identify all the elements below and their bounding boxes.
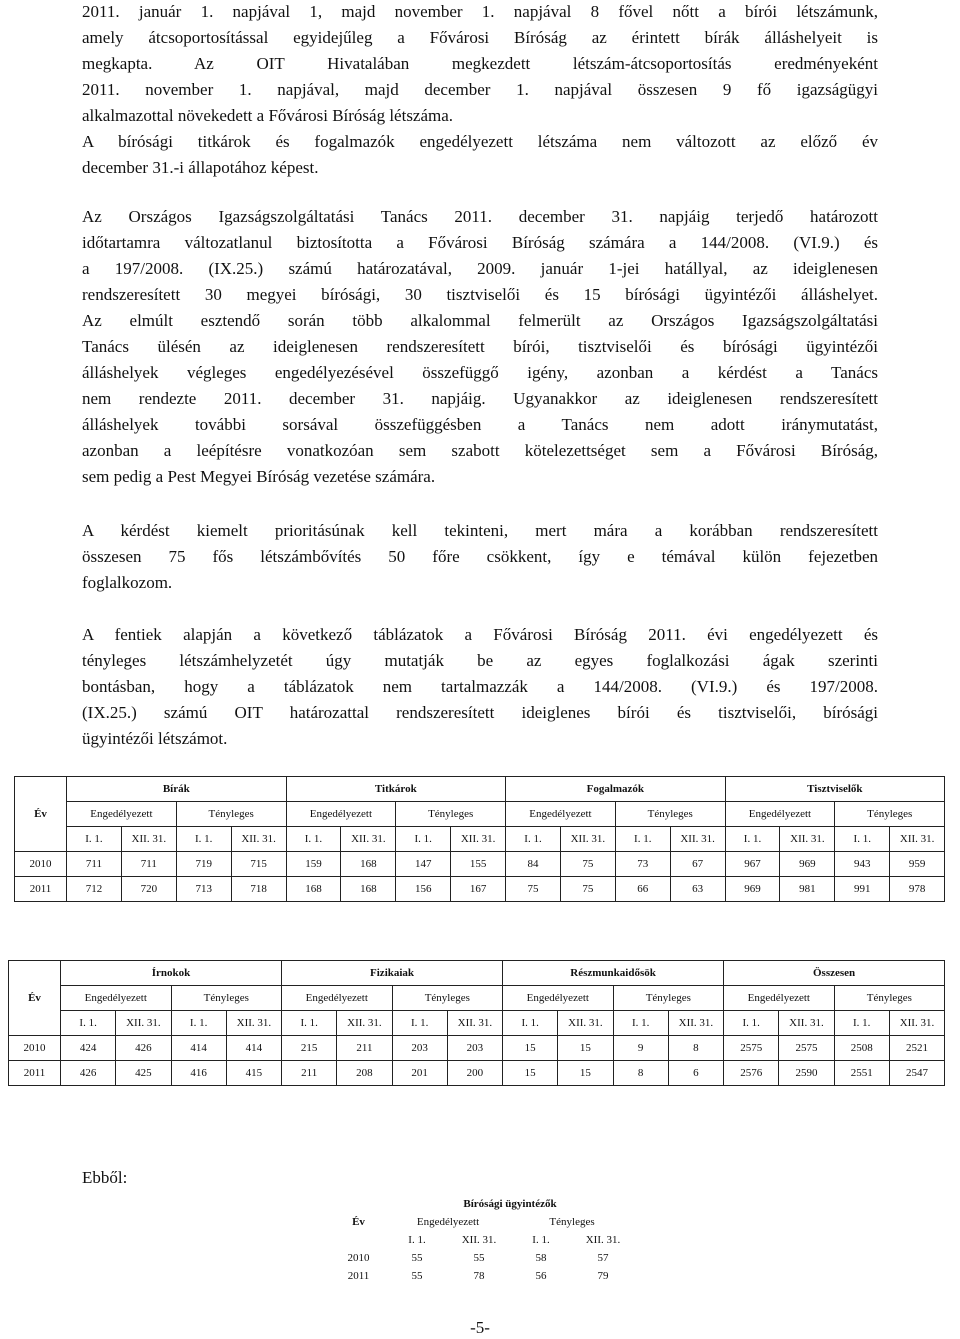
value-cell: 55 bbox=[473, 1252, 485, 1264]
text-line: bontásban, hogy a táblázatok nem tartalmazzák a 144/2008. (VI.9.) és 197/2008. bbox=[82, 677, 878, 696]
text-line: rendszeresített 30 megyei bírósági, 30 tisztviselői és 15 bírósági ügyintézői álláshelyet. bbox=[82, 285, 878, 304]
date-cell: I. 1. bbox=[725, 827, 780, 852]
text-line: összesen 75 fős létszámbővítés 50 főre csökkent, így e témával külön fejezetben bbox=[82, 547, 878, 566]
value-cell: 167 bbox=[451, 877, 506, 902]
value-cell: 75 bbox=[560, 852, 615, 877]
group-header: Írnokok bbox=[61, 961, 282, 986]
value-cell: 63 bbox=[670, 877, 725, 902]
value-cell: 415 bbox=[226, 1061, 281, 1086]
value-cell: 147 bbox=[396, 852, 451, 877]
year-header: Év bbox=[15, 777, 67, 852]
value-cell: 15 bbox=[558, 1036, 613, 1061]
value-cell: 719 bbox=[176, 852, 231, 877]
value-cell: 208 bbox=[337, 1061, 392, 1086]
value-cell: 168 bbox=[341, 852, 396, 877]
value-cell: 55 bbox=[411, 1252, 423, 1264]
value-cell: 981 bbox=[780, 877, 835, 902]
text-line: foglalkozom. bbox=[82, 573, 173, 592]
group-header: Fizikaiak bbox=[282, 961, 503, 986]
staff-table-support bbox=[8, 960, 945, 1086]
subheader-cell: Tényleges bbox=[396, 802, 506, 827]
subheader-cell: Tényleges bbox=[615, 802, 725, 827]
value-cell: 201 bbox=[392, 1061, 447, 1086]
year-cell: 2011 bbox=[347, 1270, 370, 1282]
date-cell: I. 1. bbox=[615, 827, 670, 852]
year-cell: 2010 bbox=[15, 852, 67, 877]
value-cell: 969 bbox=[725, 877, 780, 902]
text-line: alkalmazottal növekedett a Fővárosi Bíróság létszáma. bbox=[82, 106, 454, 125]
date-cell: XII. 31. bbox=[451, 827, 506, 852]
value-cell: 414 bbox=[171, 1036, 226, 1061]
subheader-cell: Engedélyezett bbox=[61, 986, 172, 1011]
text-line: a 197/2008. (IX.25.) számú határozatával, 2009. január 1-jei hatállyal, az ideiglenesen bbox=[82, 259, 878, 278]
value-cell: 2575 bbox=[724, 1036, 779, 1061]
value-cell: 959 bbox=[890, 852, 945, 877]
value-cell: 79 bbox=[597, 1270, 609, 1282]
subheader-cell: Tényleges bbox=[549, 1216, 595, 1228]
value-cell: 712 bbox=[67, 877, 122, 902]
paragraph-priority bbox=[82, 518, 878, 596]
value-cell: 155 bbox=[451, 852, 506, 877]
table-row bbox=[9, 1036, 945, 1061]
date-cell: I. 1. bbox=[613, 1011, 668, 1036]
date-cell: I. 1. bbox=[392, 1011, 447, 1036]
text-line: sem pedig a Pest Megyei Bíróság vezetése számára. bbox=[82, 467, 436, 486]
text-line: A bírósági titkárok és fogalmazók engedélyezett létszáma nem változott az előző év bbox=[82, 132, 878, 151]
group-header: Összesen bbox=[724, 961, 945, 986]
text-line: december 31.-i állapotához képest. bbox=[82, 158, 319, 177]
subheader-cell: Engedélyezett bbox=[724, 986, 835, 1011]
date-cell: I. 1. bbox=[396, 827, 451, 852]
text-line: A kérdést kiemelt prioritásúnak kell tekinteni, mert mára a korábban rendszeresített bbox=[82, 521, 878, 540]
date-cell: XII. 31. bbox=[341, 827, 396, 852]
text-line: amely átcsoportosítással egyidejűleg a Fővárosi Bíróság az érintett bírák álláshelyeit is bbox=[82, 28, 878, 47]
value-cell: 156 bbox=[396, 877, 451, 902]
date-cell: XII. 31. bbox=[116, 1011, 171, 1036]
text-line: időtartamra változatlanul biztosította a Fővárosi Bíróság számára a 144/2008. (VI.9.) és bbox=[82, 233, 878, 252]
date-cell: XII. 31. bbox=[780, 827, 835, 852]
text-line: (IX.25.) számú OIT határozattal rendszeresített ideiglenes bírói és tisztviselői, bírósági bbox=[82, 703, 878, 722]
value-cell: 424 bbox=[61, 1036, 116, 1061]
ebbol-label: Ebből: bbox=[82, 1168, 128, 1187]
text-line: Tanács ülésén az ideiglenesen rendszeresített bírói, tisztviselői és bírósági ügyintézői bbox=[82, 337, 878, 356]
text-line: ügyintézői létszámot. bbox=[82, 729, 228, 748]
table-row bbox=[15, 852, 945, 877]
date-cell: XII. 31. bbox=[779, 1011, 834, 1036]
value-cell: 2547 bbox=[889, 1061, 944, 1086]
value-cell: 715 bbox=[231, 852, 286, 877]
subheader-cell: Tényleges bbox=[834, 986, 945, 1011]
value-cell: 991 bbox=[835, 877, 890, 902]
subheader-cell: Engedélyezett bbox=[506, 802, 616, 827]
value-cell: 200 bbox=[447, 1061, 502, 1086]
date-cell: XII. 31. bbox=[461, 1234, 497, 1246]
year-cell: 2010 bbox=[9, 1036, 61, 1061]
value-cell: 416 bbox=[171, 1061, 226, 1086]
value-cell: 978 bbox=[890, 877, 945, 902]
date-cell: XII. 31. bbox=[558, 1011, 613, 1036]
value-cell: 203 bbox=[447, 1036, 502, 1061]
paragraph-oit-decision bbox=[82, 204, 878, 490]
value-cell: 215 bbox=[282, 1036, 337, 1061]
value-cell: 211 bbox=[282, 1061, 337, 1086]
value-cell: 55 bbox=[411, 1270, 423, 1282]
date-cell: XII. 31. bbox=[226, 1011, 281, 1036]
value-cell: 711 bbox=[121, 852, 176, 877]
value-cell: 57 bbox=[597, 1252, 609, 1264]
text-line: Az elmúlt esztendő során több alkalommal felmerült az Országos Igazságszolgáltatási bbox=[82, 311, 878, 330]
value-cell: 2576 bbox=[724, 1061, 779, 1086]
value-cell: 73 bbox=[615, 852, 670, 877]
value-cell: 2575 bbox=[779, 1036, 834, 1061]
subheader-cell: Tényleges bbox=[613, 986, 724, 1011]
date-cell: I. 1. bbox=[408, 1234, 426, 1246]
text-line: nem rendezte 2011. december 31. napjáig. Ugyanakkor az ideiglenesen rendszeresített bbox=[82, 389, 878, 408]
table-row bbox=[331, 1249, 634, 1267]
date-cell: I. 1. bbox=[171, 1011, 226, 1036]
date-cell: I. 1. bbox=[834, 1011, 889, 1036]
subheader-cell: Engedélyezett bbox=[725, 802, 835, 827]
value-cell: 2508 bbox=[834, 1036, 889, 1061]
value-cell: 969 bbox=[780, 852, 835, 877]
value-cell: 15 bbox=[503, 1036, 558, 1061]
date-cell: I. 1. bbox=[503, 1011, 558, 1036]
table-row bbox=[15, 877, 945, 902]
value-cell: 15 bbox=[503, 1061, 558, 1086]
value-cell: 425 bbox=[116, 1061, 171, 1086]
subheader-cell: Tényleges bbox=[171, 986, 282, 1011]
group-header: Bírák bbox=[67, 777, 287, 802]
value-cell: 718 bbox=[231, 877, 286, 902]
value-cell: 414 bbox=[226, 1036, 281, 1061]
value-cell: 75 bbox=[506, 877, 561, 902]
value-cell: 6 bbox=[668, 1061, 723, 1086]
value-cell: 58 bbox=[535, 1252, 547, 1264]
group-header: Tisztviselők bbox=[725, 777, 945, 802]
value-cell: 2590 bbox=[779, 1061, 834, 1086]
group-header: Bírósági ügyintézők bbox=[463, 1198, 557, 1210]
year-header: Év bbox=[352, 1216, 365, 1228]
date-cell: I. 1. bbox=[61, 1011, 116, 1036]
subheader-cell: Tényleges bbox=[176, 802, 286, 827]
date-cell: XII. 31. bbox=[121, 827, 176, 852]
value-cell: 426 bbox=[61, 1061, 116, 1086]
text-line: tényleges létszámhelyzetét úgy mutatják be az egyes foglalkozási ágak szerinti bbox=[82, 651, 878, 670]
value-cell: 2521 bbox=[889, 1036, 944, 1061]
date-cell: I. 1. bbox=[835, 827, 890, 852]
value-cell: 967 bbox=[725, 852, 780, 877]
table-row bbox=[331, 1267, 634, 1285]
subheader-cell: Engedélyezett bbox=[282, 986, 393, 1011]
date-cell: XII. 31. bbox=[668, 1011, 723, 1036]
text-line: 2011. november 1. napjával, majd december 1. napjával összesen 9 fő igazságügyi bbox=[82, 80, 878, 99]
date-cell: XII. 31. bbox=[337, 1011, 392, 1036]
date-cell: I. 1. bbox=[506, 827, 561, 852]
staff-table-judges bbox=[14, 776, 945, 902]
text-line: Az Országos Igazságszolgáltatási Tanács 2011. december 31. napjáig terjedő határozott bbox=[82, 207, 878, 226]
value-cell: 9 bbox=[613, 1036, 668, 1061]
group-header: Titkárok bbox=[286, 777, 506, 802]
value-cell: 203 bbox=[392, 1036, 447, 1061]
value-cell: 943 bbox=[835, 852, 890, 877]
year-cell: 2011 bbox=[15, 877, 67, 902]
value-cell: 67 bbox=[670, 852, 725, 877]
subheader-cell: Tényleges bbox=[392, 986, 503, 1011]
date-cell: XII. 31. bbox=[447, 1011, 502, 1036]
year-header: Év bbox=[9, 961, 61, 1036]
subheader-cell: Engedélyezett bbox=[286, 802, 396, 827]
table-row bbox=[9, 1061, 945, 1086]
group-header: Fogalmazók bbox=[506, 777, 726, 802]
value-cell: 75 bbox=[560, 877, 615, 902]
paragraph-tables-intro bbox=[82, 622, 878, 752]
date-cell: I. 1. bbox=[286, 827, 341, 852]
page-number: -5- bbox=[470, 1318, 490, 1337]
subheader-cell: Engedélyezett bbox=[503, 986, 614, 1011]
subheader-cell: Engedélyezett bbox=[67, 802, 177, 827]
text-line: A fentiek alapján a következő táblázatok a Fővárosi Bíróság 2011. évi engedélyezett és bbox=[82, 625, 878, 644]
value-cell: 56 bbox=[535, 1270, 547, 1282]
date-cell: XII. 31. bbox=[670, 827, 725, 852]
value-cell: 211 bbox=[337, 1036, 392, 1061]
date-cell: I. 1. bbox=[724, 1011, 779, 1036]
text-line: azonban a leépítésre vonatkozóan sem szabott kötelezettséget sem a Fővárosi Bíróság, bbox=[82, 441, 878, 460]
value-cell: 711 bbox=[67, 852, 122, 877]
date-cell: XII. 31. bbox=[890, 827, 945, 852]
subheader-cell: Engedélyezett bbox=[416, 1216, 480, 1228]
group-header: Részmunkaidősök bbox=[503, 961, 724, 986]
value-cell: 8 bbox=[613, 1061, 668, 1086]
subheader-cell: Tényleges bbox=[835, 802, 945, 827]
date-cell: XII. 31. bbox=[889, 1011, 944, 1036]
value-cell: 15 bbox=[558, 1061, 613, 1086]
staff-table-clerks bbox=[331, 1195, 634, 1285]
value-cell: 168 bbox=[286, 877, 341, 902]
paragraph-staff-growth bbox=[82, 0, 878, 181]
value-cell: 2551 bbox=[834, 1061, 889, 1086]
date-cell: XII. 31. bbox=[585, 1234, 621, 1246]
year-cell: 2011 bbox=[9, 1061, 61, 1086]
date-cell: XII. 31. bbox=[560, 827, 615, 852]
value-cell: 66 bbox=[615, 877, 670, 902]
value-cell: 78 bbox=[473, 1270, 485, 1282]
text-line: megkapta. Az OIT Hivatalában megkezdett létszám-átcsoportosítás eredményeként bbox=[82, 54, 878, 73]
value-cell: 426 bbox=[116, 1036, 171, 1061]
text-line: álláshelyek végleges engedélyezésével összefüggő igény, azonban a kérdést a Tanács bbox=[82, 363, 878, 382]
value-cell: 8 bbox=[668, 1036, 723, 1061]
date-cell: I. 1. bbox=[532, 1234, 550, 1246]
date-cell: XII. 31. bbox=[231, 827, 286, 852]
date-cell: I. 1. bbox=[67, 827, 122, 852]
value-cell: 168 bbox=[341, 877, 396, 902]
value-cell: 720 bbox=[121, 877, 176, 902]
text-line: álláshelyek további sorsával összefüggésben a Tanács nem adott iránymutatást, bbox=[82, 415, 878, 434]
year-cell: 2010 bbox=[347, 1252, 370, 1264]
date-cell: I. 1. bbox=[282, 1011, 337, 1036]
text-line: 2011. január 1. napjával 1, majd november 1. napjával 8 fővel nőtt a bírói létszámunk, bbox=[82, 2, 878, 21]
value-cell: 713 bbox=[176, 877, 231, 902]
value-cell: 84 bbox=[506, 852, 561, 877]
date-cell: I. 1. bbox=[176, 827, 231, 852]
value-cell: 159 bbox=[286, 852, 341, 877]
